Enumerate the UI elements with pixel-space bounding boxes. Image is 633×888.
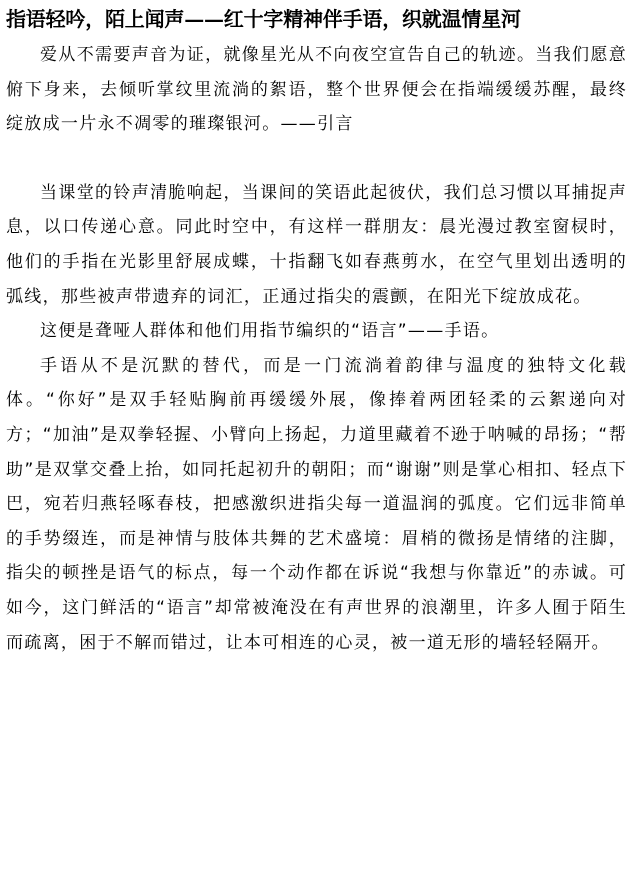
body-paragraph-2: 这便是聋哑人群体和他们用指节编织的“语言”——手语。 <box>40 321 500 342</box>
body-paragraph-3: 手语从不是沉默的替代，而是一门流淌着韵律与温度的独特文化载体。“你好”是双手轻贴胸前再缓缓外展，像捧着两团轻柔的云絮递向对方；“加油”是双拳轻握、小臂向上扬起，力道里藏着不逊于呐喊的昂扬；“帮助”是双掌交叠上抬，如同托起初升的朝阳；而“谢谢”则是掌心相扣、轻点下巴，宛若归燕轻啄春枝，把感激织进指尖每一道温润的弧度。它们远非简单的手势缀连，而是神情与肢体共舞的艺术盛境：眉梢的微扬是情绪的注脚，指尖的顿挫是语气的标点，每一个动作都在诉说“我想与你靠近”的赤诚。可如今，这门鲜活的“语言”却常被淹没在有声世界的浪潮里，许多人囿于陌生而疏离，困于不解而错过，让本可相连的心灵，被一道无形的墙轻轻隔开。 <box>6 355 627 653</box>
intro-paragraph: 爱从不需要声音为证，就像星光从不向夜空宣告自己的轨迹。当我们愿意俯下身来，去倾听掌纹里流淌的絮语，整个世界便会在指端缓缓苏醒，最终绽放成一片永不凋零的璀璨银河。——引言 <box>6 45 627 135</box>
body-paragraph-1: 当课堂的铃声清脆响起，当课间的笑语此起彼伏，我们总习惯以耳捕捉声息，以口传递心意。同此时空中，有这样一群朋友：晨光漫过教室窗棂时，他们的手指在光影里舒展成蝶，十指翻飞如春燕剪水，在空气里划出透明的弧线，那些被声带遗弃的词汇，正通过指尖的震颤，在阳光下绽放成花。 <box>6 182 627 307</box>
paragraph-spacer <box>6 142 627 176</box>
article-title: 指语轻吟，陌上闻声——红十字精神伴手语，织就温情星河 <box>6 7 521 31</box>
